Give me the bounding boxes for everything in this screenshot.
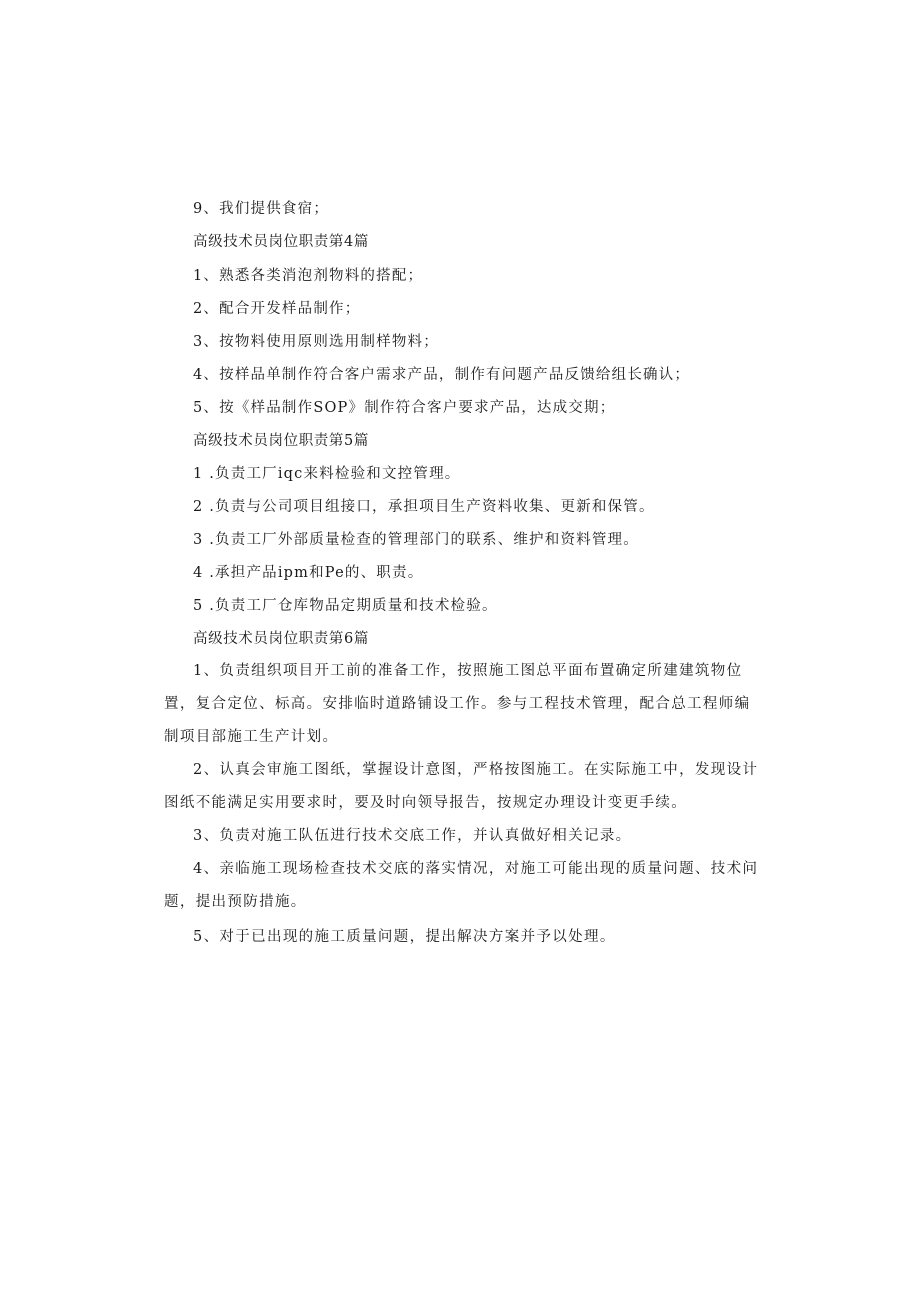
section4-item-4: 4、按样品单制作符合客户需求产品，制作有问题产品反馈给组长确认；: [193, 367, 691, 383]
section4-item-2: 2、配合开发样品制作；: [193, 301, 361, 317]
section6-paragraph-5: 5、对于已出现的施工质量问题，提出解决方案并予以处理。: [193, 929, 616, 945]
section6-paragraph-1: 1、负责组织项目开工前的准备工作，按照施工图总平面布置确定所建建筑物位置，复合定位、标高。安排临时道路铺设工作。参与工程技术管理，配合总工程师编制项目部施工生产计划。: [164, 663, 751, 745]
section6-paragraph-3: 3、负责对施工队伍进行技术交底工作，并认真做好相关记录。: [193, 828, 632, 844]
section5-item-2: 2 .负责与公司项目组接口，承担项目生产资料收集、更新和保管。: [193, 499, 655, 515]
section5-item-4: 4 .承担产品ipm和Pe的、职责。: [193, 565, 424, 581]
section5-item-5: 5 .负责工厂仓库物品定期质量和技术检验。: [193, 598, 498, 614]
section5-item-1: 1 .负责工厂iqc来料检验和文控管理。: [193, 466, 461, 482]
section4-item-3: 3、按物料使用原则选用制样物料；: [193, 334, 439, 350]
section4-heading: 高级技术员岗位职责第4篇: [193, 234, 369, 250]
section4-item-1: 1、熟悉各类消泡剂物料的搭配；: [193, 268, 424, 284]
section4-item-5: 5、按《样品制作SOP》制作符合客户要求产品，达成交期；: [193, 400, 616, 416]
intro-item-9: 9、我们提供食宿；: [193, 201, 330, 217]
section6-paragraph-4: 4、亲临施工现场检查技术交底的落实情况，对施工可能出现的质量问题、技术问题，提出预防措施。: [164, 861, 759, 910]
section5-item-3: 3 .负责工厂外部质量检查的管理部门的联系、维护和资料管理。: [193, 532, 639, 548]
section6-paragraph-2: 2、认真会审施工图纸，掌握设计意图，严格按图施工。在实际施工中，发现设计图纸不能满足实用要求时，要及时向领导报告，按规定办理设计变更手续。: [164, 762, 759, 811]
section5-heading: 高级技术员岗位职责第5篇: [193, 433, 369, 449]
section6-heading: 高级技术员岗位职责第6篇: [193, 631, 369, 647]
